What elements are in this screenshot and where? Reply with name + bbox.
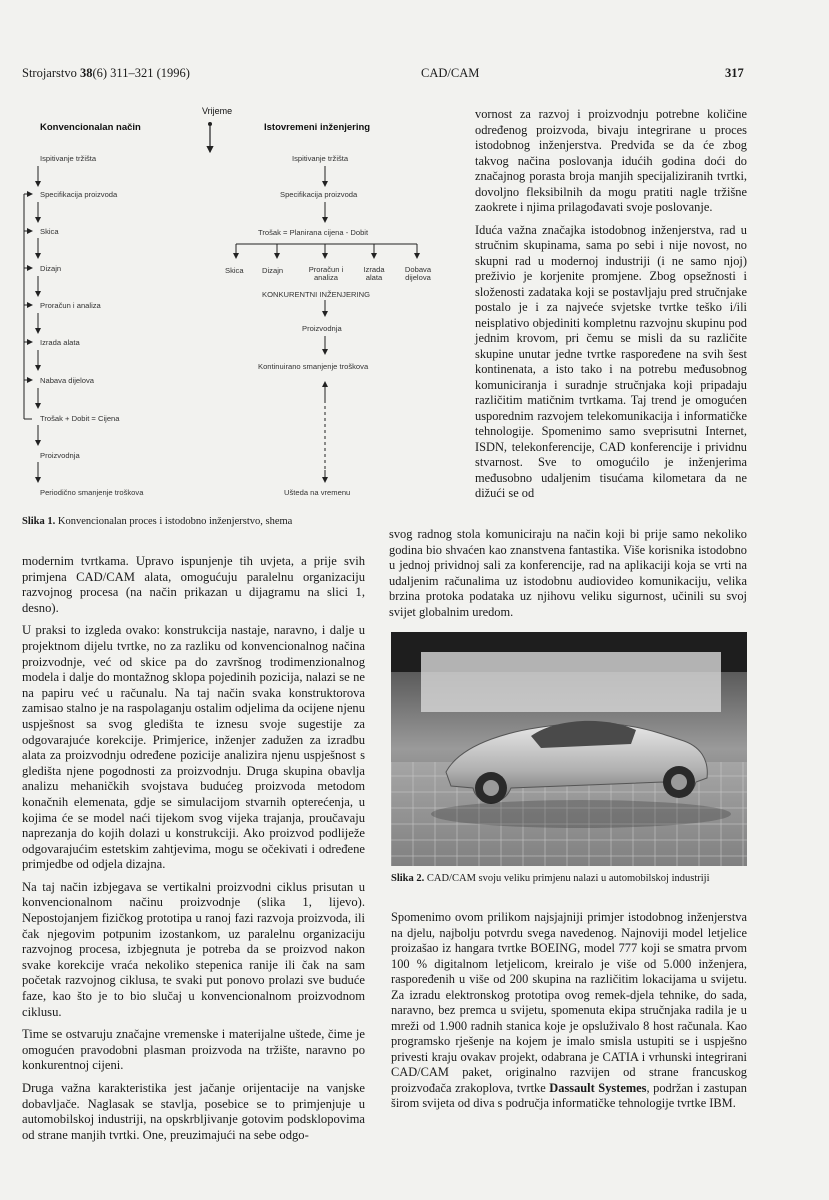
left-step: Dizajn: [40, 264, 62, 273]
figure-2-caption: [391, 873, 747, 885]
paragraph: Iduća važna značajka istodobnog inženjerstva, rad u stručnim skupinama, sama po sebi i nije novost, no skupni rad u modernoj industriji (i ne samo njoj) preživio je korjenite promjene. Zbog opsežnosti i složenosti zadataka koji se postavljaju pred stručnjake postalo je i za najveće svjetske tvrtke teško i/ili neisplativo objediniti kompletnu razvojnu skupinu pod jednim krovom, pri čemu se misli da su različite skupine unutar jedne tvrtke raspoređene na svih šest kontinenata, a isto tako i na potrebu međusobnog komuniciranja i suradnje stručnjaka koji pripadaju različitim matičnim tvrtkama. Taj trend je omogućen usporednim razvojem telekomunikacija i informatičke tehnologije. Spomenimo samo sveprisutni Internet, ISDN, telekonferencije, CAD konferencije i prividnu stvarnost. Sve to omogućilo je inženjerima međusobno udaljenim tisućama kilometara da ne dižući se od: [475, 222, 747, 500]
left-diagram-title: Konvencionalan način: [40, 122, 141, 133]
paragraph: Na taj način izbjegava se vertikalni proizvodni ciklus prisutan u konvencionalnom načinu proizvodnje (slika 1, lijevo). Nepostojanjem fizičkog prototipa u ranoj fazi razvoja proizvoda, ili čak njegovim potpunim izostankom, uz paralelnu organizaciju razvojnog procesa, izbjegnuta je potreba da se proizvod nakon svake korekcije vraća nekoliko stepenica ranije ili čak na sam početak razvojnog ciklusa, te svaki put ponovo prolazi sve buduće faze, kao što je to bio slučaj u konvencionalnom proizvodnom ciklusu.: [22, 879, 365, 1019]
running-header-section: CAD/CAM: [421, 66, 480, 80]
right-branch: Dobava dijelova: [404, 265, 432, 282]
right-branch: Proračun i analiza: [308, 265, 344, 282]
figure-1-diagram: [22, 100, 442, 510]
company-name: Dassault Systemes: [549, 1080, 647, 1095]
right-branch: Dizajn: [262, 266, 284, 275]
concurrent-engineering-label: KONKURENTNI INŽENJERING: [262, 290, 371, 299]
figure-1-caption: [22, 516, 292, 527]
time-axis-label: Vrijeme: [202, 106, 233, 116]
figure-2-photo: [391, 632, 747, 866]
paragraph-text: , podržan i zastupan širom svijeta od diva s područja informatičke tehnologije tvrtke IBM.: [391, 1080, 748, 1110]
left-step: Ispitivanje tržišta: [40, 154, 97, 163]
right-step: Ispitivanje tržišta: [292, 154, 349, 163]
right-branch: Izrada alata: [363, 265, 385, 282]
paragraph: vornost za razvoj i proizvodnju potrebne količine određenog proizvoda, bivaju integrirane u proces istodobnog inženjerstva. Predviđa se da će zbog takvog načina poslovanja idućih godina doći do značajnog porasta broja manjih specijaliziranih tvrtki, dovoljno fleksibilnih da mogu pratiti nagle tržišne zaokrete i njima prilagođavati svoje poslovanje.: [475, 107, 747, 214]
page-number: 317: [725, 66, 744, 80]
left-column-body: [22, 554, 365, 1150]
right-step: Trošak = Planirana cijena - Dobit: [258, 228, 369, 237]
left-step: Periodično smanjenje troškova: [40, 488, 144, 497]
paragraph: modernim tvrtkama. Upravo ispunjenje tih uvjeta, a prije svih primjena CAD/CAM alata, omogućuju paralelnu organizaciju razvojnog procesa (na način prikazan u dijagramu na slici 1, desno).: [22, 554, 365, 615]
right-column-bottom-paragraph: [391, 910, 747, 1112]
journal-issue: (6) 311–321 (1996): [92, 66, 190, 80]
journal-name: Strojarstvo: [22, 66, 77, 80]
figure-2-label: Slika 2.: [391, 873, 425, 884]
paragraph: U praksi to izgleda ovako: konstrukcija nastaje, naravno, i dalje u projektnom dijelu tvrtke, no za razliku od konvencionalnog načina proizvodnje, već od skice pa do završnog trodimenzionalnog modela i dalje do montažnog sklopa pojedinih pozicija, nalazi se ne na papiru već u računalu. Na taj način svaka konstruktorova zamisao stalno je na raspolaganju ostalim odjelima da ocijene njenu uspješnost sa svog gledišta te iznesu svoje sugestije za odgovarajuće korekcije. Primjerice, inženjer zadužen za izradbu alata za proizvodnju određene pozicije analizira njenu uspješnost s gledišta njene pogodnosti za proizvodnju. Druga skupina obavlja analizu mehaničkih svojstava budućeg proizvoda metodom konačnih elemenata, gdje se simulacijom stvarnih opterećenja, u kojima će se model naći tijekom svog vijeka trajanja, proučavaju naprezanja do kojih dolazi u konstrukciji. Ako proizvod podliježe odgovarajućim estetskim zahtjevima, mogu se očekivati i određene primjedbe od odjela dizajna.: [22, 623, 365, 872]
left-step: Izrada alata: [40, 338, 80, 347]
right-step: Specifikacija proizvoda: [280, 190, 358, 199]
journal-volume: 38: [79, 66, 93, 80]
right-branch: Skica: [225, 266, 244, 275]
left-step: Skica: [40, 227, 59, 236]
right-column-continuation: svog radnog stola komuniciraju na način koji bi prije samo nekoliko godina bio shvaćen kao znanstvena fantastika. Više korisnika istodobno u jednoj prividnoj sali za konferencije, rad na aplikaciji koja se vrti na udaljenim računalima uz istodobnu audiovideo komunikaciju, velika brzina protoka podataka uz njihovu veliku sigurnost, učinili su svoj svijet globalnim uredom.: [389, 527, 747, 619]
left-step: Trošak + Dobit = Cijena: [40, 414, 120, 423]
left-step: Proračun i analiza: [40, 301, 101, 310]
right-step: Proizvodnja: [302, 324, 342, 333]
paragraph: Druga važna karakteristika jest jačanje orijentacije na vanjske dobavljače. Naglasak se stavlja, posebice se to primjenjuje u automobilskoj industriji, na opskrbljivanje gotovim podsklopovima od strane manjih tvrtki. One, preuzimajući na sebe odgo-: [22, 1081, 365, 1142]
running-header-journal: [22, 66, 190, 81]
right-diagram-title: Istovremeni inženjering: [264, 122, 371, 133]
right-step: Kontinuirano smanjenje troškova: [258, 362, 369, 371]
figure-1-label: Slika 1.: [22, 516, 56, 527]
figure-1-caption-text: Konvencionalan proces i istodobno inženjerstvo, shema: [57, 516, 293, 527]
left-step: Nabava dijelova: [40, 376, 95, 385]
car-showroom-image: [391, 632, 747, 866]
left-step: Proizvodnja: [40, 451, 80, 460]
time-savings-label: Ušteda na vremenu: [284, 488, 351, 497]
right-column-body: [475, 107, 747, 509]
paragraph: Time se ostvaruju značajne vremenske i materijalne uštede, čime je omogućen pravodobni plasman proizvoda na tržište, naravno po konkurentnoj cijeni.: [22, 1027, 365, 1073]
paragraph-text: Spomenimo ovom prilikom najsjajniji primjer istodobnog inženjerstva na djelu, najbolju potvrdu svega navedenog. Najnoviji model letjelice proizašao iz hangara tvrtke BOEING, model 777 koji se smatra prvom 100 % digitalnom letjelicom, kreiralo je više od 5.000 inženjera, raspoređenih u više od 200 skupina na različitim lokacijama u svijetu. Za izradu elektronskog prototipa ovog remek-djela tehnike, do sada, naravno, bez premca u svijetu, spomenuta ekipa stručnjaka radila je u mreži od 1.900 radnih stanica koje je opsluživalo 8 host računala. Kao programsko rješenje na kojem je imalo smisla ustupiti se i uspješno privesti kraju ovakav projekt, odabrana je CATIA i vrhunski integrirani CAD/CAM paket, originalno razvijen od strane francuskog proizvođača zrakoplova, tvrtke: [391, 910, 747, 1095]
left-step: Specifikacija proizvoda: [40, 190, 118, 199]
figure-2-caption-text: CAD/CAM svoju veliku primjenu nalazi u automobilskoj industriji: [426, 873, 710, 884]
